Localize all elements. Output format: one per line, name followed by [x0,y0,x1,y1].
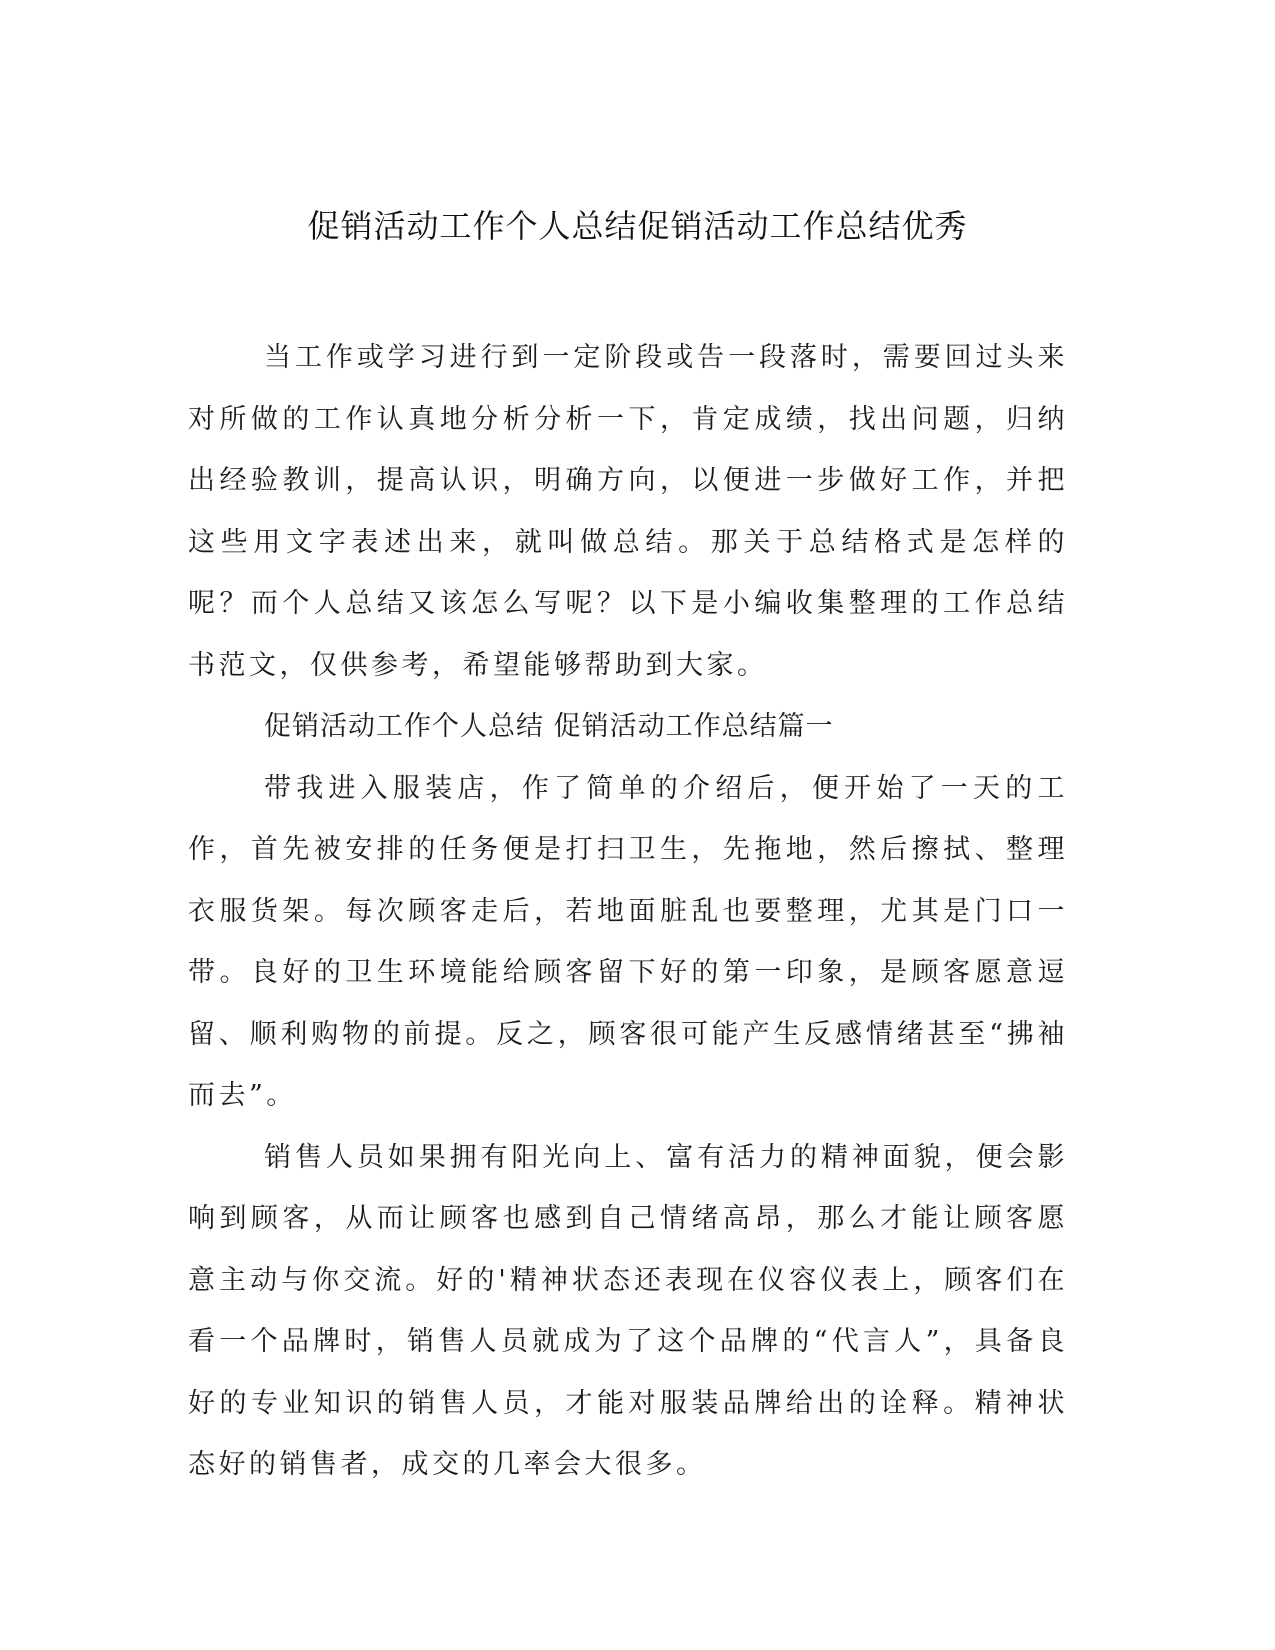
body-paragraph-1: 带我进入服装店，作了简单的介绍后，便开始了一天的工作，首先被安排的任务便是打扫卫生，先拖地，然后擦拭、整理衣服货架。每次顾客走后，若地面脏乱也要整理，尤其是门口一带。良好的卫生环境能给顾客留下好的第一印象，是顾客愿意逗留、顺利购物的前提。反之，顾客很可能产生反感情绪甚至“拂袖而去”。 [188,772,1068,1111]
document-body [188,327,1068,1496]
section-heading: 促销活动工作个人总结 促销活动工作总结篇一 [264,711,834,742]
body-paragraph-2: 销售人员如果拥有阳光向上、富有活力的精神面貌，便会影响到顾客，从而让顾客也感到自己情绪高昂，那么才能让顾客愿意主动与你交流。好的'精神状态还表现在仪容仪表上，顾客们在看一个品牌时，销售人员就成为了这个品牌的“代言人”，具备良好的专业知识的销售人员，才能对服装品牌给出的诠释。精神状态好的销售者，成交的几率会大很多。 [188,1141,1068,1480]
document-title: 促销活动工作个人总结促销活动工作总结优秀 [307,207,968,245]
intro-paragraph: 当工作或学习进行到一定阶段或告一段落时，需要回过头来对所做的工作认真地分析分析一下，肯定成绩，找出问题，归纳出经验教训，提高认识，明确方向，以便进一步做好工作，并把这些用文字表述出来，就叫做总结。那关于总结格式是怎样的呢？而个人总结又该怎么写呢？以下是小编收集整理的工作总结书范文，仅供参考，希望能够帮助到大家。 [188,342,1068,681]
